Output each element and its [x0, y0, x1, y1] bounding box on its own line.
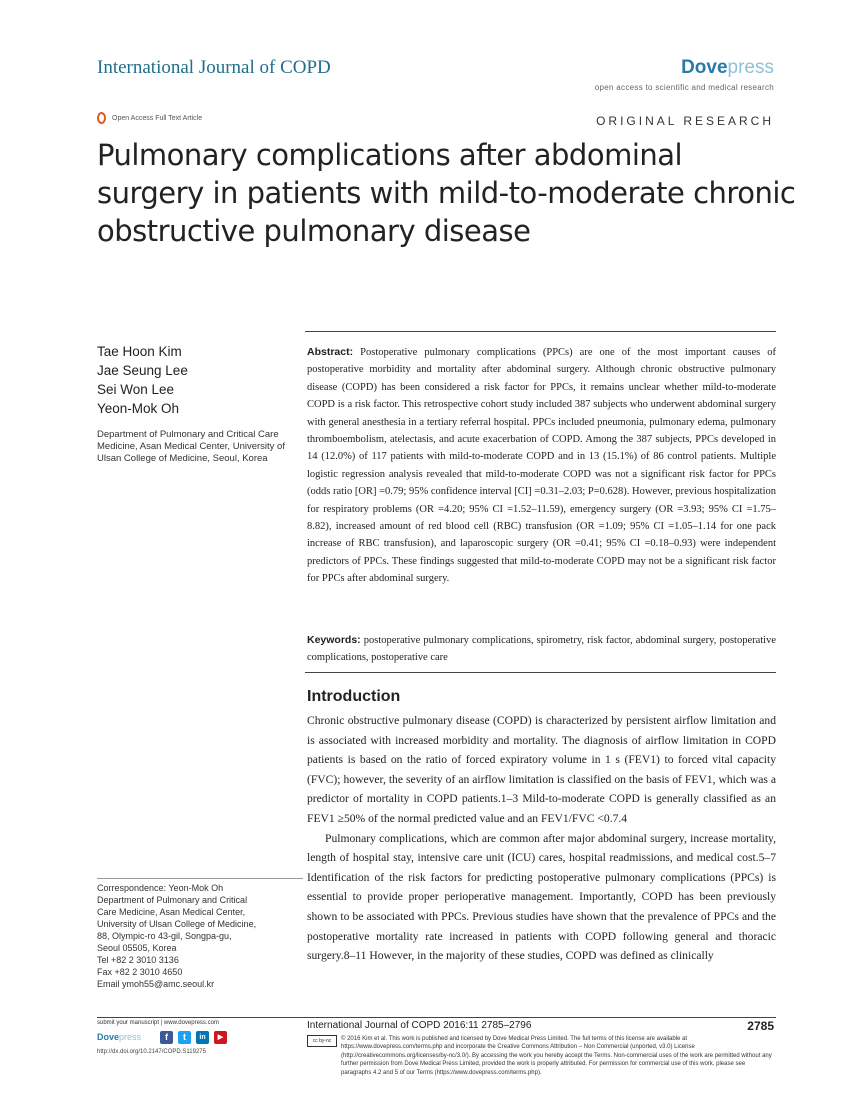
open-access-text: Open Access Full Text Article — [112, 114, 203, 122]
twitter-icon[interactable]: t — [178, 1031, 191, 1044]
correspondence-line: Tel +82 2 3010 3136 — [97, 955, 179, 965]
correspondence-line: Department of Pulmonary and Critical — [97, 895, 248, 905]
linkedin-icon[interactable]: in — [196, 1031, 209, 1044]
correspondence-email[interactable]: Email ymoh55@amc.seoul.kr — [97, 979, 215, 989]
footer-logo-light: press — [119, 1032, 142, 1042]
abstract-top-rule — [305, 331, 776, 332]
correspondence-line: 88, Olympic-ro 43-gil, Songpa-gu, — [97, 931, 232, 941]
abstract-text: Postoperative pulmonary complications (PPCs) are one of the most important causes of postoperative morbidity and mortality after abdominal surgery. Although chronic obstructive pulmonary disease (COPD) has been considered a risk factor for PPCs, it remains unclear whether mild-to-moderate COPD is a risk factor. This retrospective cohort study included 387 subjects who underwent abdominal surgery with general anesthesia in a tertiary referral hospital. PPCs included pneumonia, pulmonary edema, pulmonary thromboembolism, atelectasis, and acute exacerbation of COPD. Among the 387 subjects, PPCs developed in 14 (12.0%) of 117 patients with mild-to-moderate COPD and in 13 (15.1%) of 86 control patients. Multiple logistic regression analysis revealed that mild-to-moderate COPD was not a significant risk factor for PPCs (odds ratio [OR] =0.79; 95% confidence interval [CI] =0.31–2.03; P=0.628). However, previous hospitalization for respiratory problems (OR =4.20; 95% CI =1.52–11.59), emergency surgery (OR =3.93; 95% CI =1.75–8.82), increased amount of red blood cell (RBC) transfusion (OR =1.09; 95% CI =1.05–1.14 for one pack increase of RBC transfusion), and laparoscopic surgery (OR =0.41; 95% CI =0.18–0.93) were independent predictors of PPCs. These findings suggested that mild-to-moderate COPD may not be a significant risk factor for PPCs after abdominal surgery. — [307, 347, 777, 585]
doi-link[interactable]: http://dx.doi.org/10.2147/COPD.S119275 — [97, 1049, 206, 1055]
correspondence-line: University of Ulsan College of Medicine, — [97, 919, 257, 929]
correspondence-rule — [97, 878, 303, 879]
publisher-tagline: open access to scientific and medical research — [594, 83, 774, 92]
journal-name: International Journal of COPD — [97, 57, 331, 78]
intro-top-rule — [305, 672, 776, 673]
correspondence-line: Care Medicine, Asan Medical Center, — [97, 907, 246, 917]
introduction-body — [307, 711, 776, 966]
correspondence-line: Fax +82 2 3010 4650 — [97, 967, 183, 977]
author-name: Sei Won Lee — [97, 382, 175, 397]
author-name: Tae Hoon Kim — [97, 344, 182, 359]
youtube-icon[interactable]: ▶ — [214, 1031, 227, 1044]
section-heading: Introduction — [307, 688, 401, 705]
paragraph: Pulmonary complications, which are common after major abdominal surgery, increase mortality, length of hospital stay, intensive care unit (ICU) cares, hospital readmissions, and medical cost.5–7 Identification of the risk factors for predicting postoperative pulmonary complications (PPCs) is essential to provide proper perioperative management. Importantly, COPD has been previously shown to be associated with PPCs. Previous studies have shown that the prevalence of PPCs and the postoperative mortality rate increased in patients with COPD following general and thoracic surgery.8–11 However, in the majority of these studies, COPD was defined as clinically — [307, 831, 776, 963]
keywords-text: postoperative pulmonary complications, spirometry, risk factor, abdominal surgery, postoperative complications, postoperative care — [307, 635, 777, 664]
author-name: Yeon-Mok Oh — [97, 401, 180, 416]
publisher-logo-main: Dove — [681, 57, 728, 78]
citation: International Journal of COPD 2016:11 2785–2796 — [307, 1020, 532, 1031]
license-text: © 2016 Kim et al. This work is published and licensed by Dove Medical Press Limited. The full terms of this license are available at https://www.dovepress.com/terms.php and incorporate the Creative Commons Attribution – Non Commercial (unported, v3.0) License (http://creativecommons.org/licenses/by-nc/3.0/). By accessing the work you hereby accept the Terms. Non-commercial uses of the work are permitted without any further permission from Dove Medical Press Limited, provided the work is properly attributed. For permission for commercial use of this work, please see paragraphs 4.2 and 5 of our Terms (https://www.dovepress.com/terms.php). — [341, 1036, 772, 1076]
affiliation: Department of Pulmonary and Critical Care Medicine, Asan Medical Center, University of Ulsan College of Medicine, Seoul, Korea — [97, 429, 285, 464]
keywords — [307, 632, 776, 667]
correspondence-line: Seoul 05505, Korea — [97, 943, 177, 953]
correspondence-line: Correspondence: Yeon-Mok Oh — [97, 883, 224, 893]
open-access-icon — [97, 112, 106, 124]
paragraph: Chronic obstructive pulmonary disease (COPD) is characterized by persistent airflow limitation and is associated with increased morbidity and mortality. The diagnosis of airflow limitation in COPD patients is based on the ratio of forced expiratory volume in 1 s (FEV1) to forced vital capacity (FVC); however, the severity of an airflow limitation is classified on the basis of FEV1, which was a predictor of mortality in COPD patients.1–3 Mild-to-moderate COPD is generally classified as an FEV1 ≥50% of the normal predicted value and an FEV1/FVC <0.7.4 — [307, 714, 776, 825]
author-list — [97, 342, 188, 418]
article-type: ORIGINAL RESEARCH — [596, 114, 774, 128]
footer-rule — [97, 1017, 776, 1018]
article-title: Pulmonary complications after abdominal surgery in patients with mild-to-moderate chronic obstructive pulmonary disease — [97, 138, 796, 248]
cc-license-icon[interactable]: cc by-nc — [307, 1035, 337, 1047]
abstract-label: Abstract: — [307, 346, 354, 358]
open-access-label — [97, 112, 202, 124]
facebook-icon[interactable]: f — [160, 1031, 173, 1044]
social-links — [160, 1031, 227, 1044]
license-block — [307, 1035, 776, 1077]
author-name: Jae Seung Lee — [97, 363, 188, 378]
publisher-logo-light: press — [727, 57, 774, 78]
page-number: 2785 — [747, 1019, 774, 1033]
footer-publisher-logo[interactable] — [97, 1032, 141, 1042]
submit-manuscript-link[interactable]: submit your manuscript | www.dovepress.com — [97, 1020, 219, 1026]
publisher-logo[interactable] — [681, 57, 774, 79]
abstract — [307, 344, 776, 588]
footer-logo-main: Dove — [97, 1032, 120, 1042]
keywords-label: Keywords: — [307, 634, 361, 646]
correspondence — [97, 882, 307, 990]
